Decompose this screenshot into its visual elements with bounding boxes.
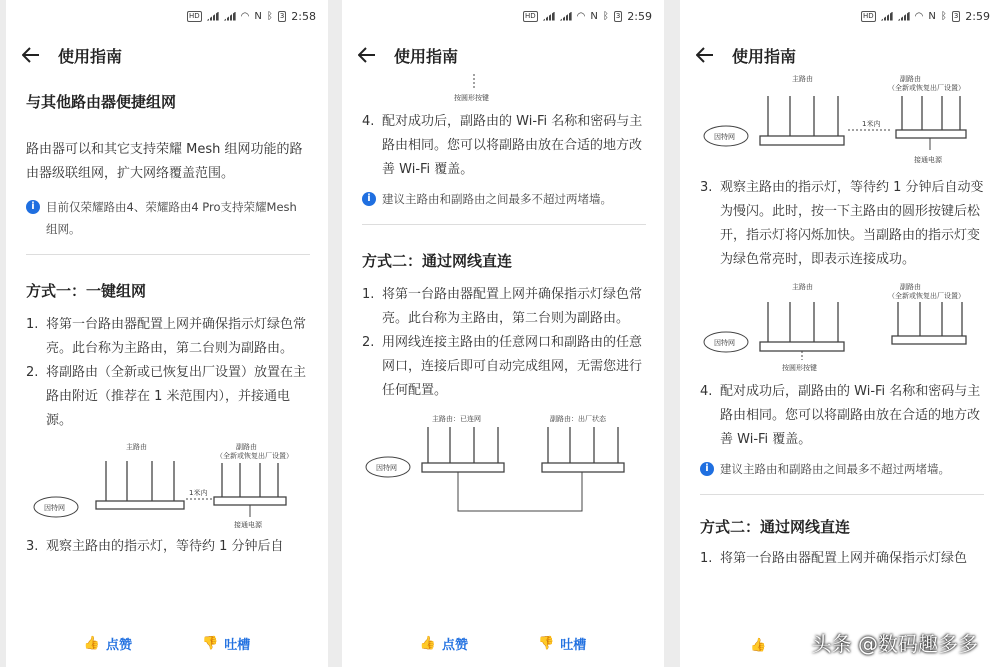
step-list	[700, 547, 984, 571]
sub-router-icon	[896, 96, 966, 138]
mesh-diagram-mid	[700, 280, 984, 376]
info-icon: i	[700, 462, 714, 476]
guide-panel-1	[6, 0, 328, 667]
signal-icon	[881, 12, 893, 21]
intro-text: 路由器可以和其它支持荣耀 Mesh 组网功能的路由器级联组网，扩大网络覆盖范围。	[26, 142, 303, 181]
back-button[interactable]	[352, 40, 382, 70]
guide-content	[362, 74, 646, 529]
sub-router-icon	[542, 427, 624, 472]
step-item: 4. 配对成功后，副路由的 Wi-Fi 名称和密码与主路由相同。您可以将副路由放在合适的地方改善 Wi-Fi 覆盖。	[700, 384, 981, 447]
sub-router-label: 副路由	[900, 283, 921, 291]
status-bar	[861, 6, 990, 26]
internet-label: 因特网	[714, 133, 735, 141]
method-heading: 方式二：通过网线直连	[700, 518, 851, 536]
nfc-icon: N	[590, 10, 598, 22]
method-heading: 方式一：一键组网	[26, 282, 147, 300]
main-router-label: 主路由	[126, 443, 147, 451]
note-text: 目前仅荣耀路由4、荣耀路由4 Pro支持荣耀Mesh 组网。	[46, 200, 297, 236]
button-caption-diagram	[362, 74, 642, 104]
note-text: 建议主路由和副路由之间最多不超过两堵墙。	[382, 192, 612, 206]
sub-router-icon	[892, 302, 966, 344]
clock: 2:58	[291, 9, 316, 23]
app-bar	[680, 40, 1000, 70]
back-arrow-icon	[22, 47, 40, 63]
step-item: 1. 将第一台路由器配置上网并确保指示灯绿色常亮。此台称为主路由，第二台则为副路由。	[362, 287, 643, 326]
divider	[700, 494, 984, 495]
method-heading: 方式二：通过网线直连	[362, 252, 513, 270]
mesh-diagram	[26, 439, 306, 531]
step-list	[26, 535, 310, 559]
hd-icon: HD	[524, 11, 536, 20]
app-bar	[342, 40, 664, 70]
main-router-icon	[422, 427, 504, 472]
battery-icon: 3	[953, 11, 959, 20]
dislike-button[interactable]: 👎 吐槽	[538, 636, 587, 653]
section-heading: 与其他路由器便捷组网	[26, 93, 177, 111]
sub-router-note: （全新或恢复出厂设置）	[888, 292, 965, 300]
wifi-icon: ◠	[914, 10, 924, 22]
main-router-icon	[96, 461, 184, 509]
step-list	[362, 110, 646, 182]
page-title: 使用指南	[394, 46, 459, 66]
step-item: 1. 将第一台路由器配置上网并确保指示灯绿色常亮。此台称为主路由，第二台则为副路由。	[26, 317, 307, 356]
bottom-action-bar	[342, 634, 664, 653]
back-button[interactable]	[16, 40, 46, 70]
hd-icon: HD	[188, 11, 200, 20]
step-item: 4. 配对成功后，副路由的 Wi-Fi 名称和密码与主路由相同。您可以将副路由放在合适的地方改善 Wi-Fi 覆盖。	[362, 114, 643, 177]
thumbs-down-icon: 👎	[202, 636, 219, 651]
distance-label: 1米内	[189, 489, 208, 497]
guide-content	[26, 90, 310, 559]
step-item: 2. 用网线连接主路由的任意网口和副路由的任意网口，连接后即可自动完成组网，无需您进行任何配置。	[362, 335, 643, 398]
signal-icon	[560, 12, 572, 21]
signal-icon	[898, 12, 910, 21]
divider	[362, 224, 646, 225]
page-title: 使用指南	[58, 46, 123, 66]
thumbs-up-icon: 👍	[419, 636, 436, 651]
step-item: 2. 将副路由（全新或已恢复出厂设置）放置在主路由附近（推荐在 1 米范围内），并接通电源。	[26, 365, 307, 428]
sub-router-icon	[214, 463, 286, 505]
like-button[interactable]	[750, 638, 766, 653]
sub-router-label: 副路由：出厂状态	[550, 415, 606, 423]
internet-label: 因特网	[714, 339, 735, 347]
step-list	[26, 313, 310, 433]
hd-icon: HD	[862, 11, 874, 20]
back-arrow-icon	[358, 47, 376, 63]
info-note	[362, 188, 646, 210]
main-router-label: 主路由	[792, 283, 813, 291]
like-button[interactable]: 👍 点赞	[83, 636, 132, 653]
main-router-label: 主路由：已连网	[432, 415, 481, 423]
button-caption: 按圆形按键	[782, 364, 817, 372]
dislike-button[interactable]: 👎 吐槽	[202, 636, 251, 653]
button-caption: 按圆形按键	[454, 94, 489, 102]
cable-diagram	[362, 411, 646, 529]
signal-icon	[543, 12, 555, 21]
thumbs-up-icon: 👍	[83, 636, 100, 651]
sub-router-note: （全新或恢复出厂设置）	[216, 452, 293, 460]
mesh-diagram-top	[700, 72, 984, 170]
page-title: 使用指南	[732, 46, 797, 66]
clock: 2:59	[965, 9, 990, 23]
wifi-icon: ◠	[576, 10, 586, 22]
guide-content	[700, 72, 984, 571]
status-bar	[187, 6, 316, 26]
app-bar	[6, 40, 328, 70]
nfc-icon: N	[928, 10, 936, 22]
bottom-action-bar	[6, 634, 328, 653]
step-list	[700, 380, 984, 452]
step-item: 3. 观察主路由的指示灯，等待约 1 分钟后自动变为慢闪。此时，按一下主路由的圆形按键后松开，指示灯将闪烁加快。当副路由的指示灯变为绿色常亮时，即表示连接成功。	[700, 180, 984, 267]
clock: 2:59	[627, 9, 652, 23]
info-icon: i	[26, 200, 40, 214]
step-list	[362, 283, 646, 403]
info-note	[700, 458, 984, 480]
nfc-icon: N	[254, 10, 262, 22]
step-item: 1. 将第一台路由器配置上网并确保指示灯绿色	[700, 551, 968, 566]
sub-router-label: 副路由	[900, 75, 921, 83]
internet-label: 因特网	[44, 504, 65, 512]
watermark: 头条 @数码趣多多	[811, 632, 978, 656]
note-text: 建议主路由和副路由之间最多不超过两堵墙。	[720, 462, 950, 476]
like-button[interactable]: 👍 点赞	[419, 636, 468, 653]
sub-router-label: 副路由	[236, 443, 257, 451]
power-label: 接通电源	[234, 521, 262, 529]
thumbs-up-icon: 👍	[750, 638, 767, 653]
battery-icon: 3	[279, 11, 285, 20]
main-router-icon	[760, 96, 844, 145]
info-note	[26, 196, 310, 240]
step-list	[700, 176, 984, 272]
back-arrow-icon	[696, 47, 714, 63]
divider	[26, 254, 310, 255]
main-router-icon	[760, 302, 844, 351]
signal-icon	[224, 12, 236, 21]
internet-label: 因特网	[376, 464, 397, 472]
bluetooth-icon: ᛒ	[940, 10, 947, 22]
power-label: 接通电源	[914, 156, 942, 164]
distance-label: 1米内	[862, 120, 881, 128]
sub-router-note: （全新或恢复出厂设置）	[888, 84, 965, 92]
status-bar	[523, 6, 652, 26]
guide-panel-2	[342, 0, 664, 667]
bluetooth-icon: ᛒ	[602, 10, 609, 22]
wifi-icon: ◠	[240, 10, 250, 22]
bluetooth-icon: ᛒ	[266, 10, 273, 22]
info-icon: i	[362, 192, 376, 206]
signal-icon	[207, 12, 219, 21]
guide-panel-3	[680, 0, 1000, 667]
battery-icon: 3	[615, 11, 621, 20]
back-button[interactable]	[690, 40, 720, 70]
ethernet-cable	[458, 472, 582, 511]
step-item: 3. 观察主路由的指示灯，等待约 1 分钟后自	[26, 539, 284, 554]
thumbs-down-icon: 👎	[538, 636, 555, 651]
main-router-label: 主路由	[792, 75, 813, 83]
